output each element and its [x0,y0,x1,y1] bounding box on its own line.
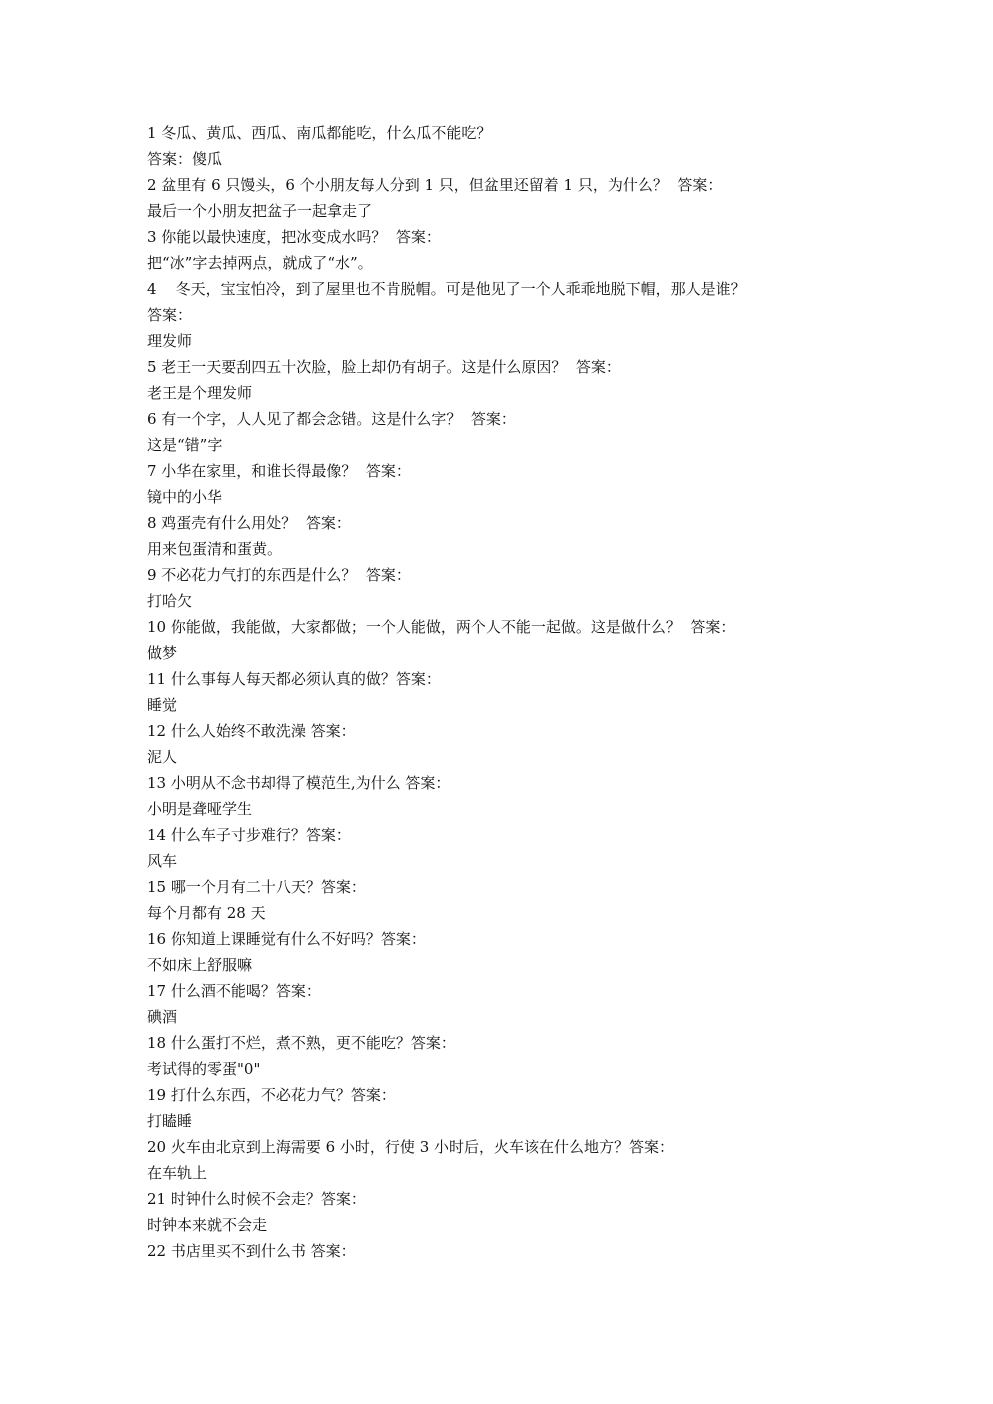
text-line: 15 哪一个月有二十八天？答案： [147,878,366,896]
text-line: 5 老王一天要刮四五十次脸，脸上却仍有胡子。这是什么原因？ 答案： [147,358,621,376]
text-line: 睡觉 [147,696,178,714]
text-line: 打瞌睡 [147,1112,193,1130]
text-line: 7 小华在家里，和谁长得最像？ 答案： [147,462,411,480]
text-line: 做梦 [147,644,178,662]
text-line: 6 有一个字，人人见了都会念错。这是什么字？ 答案： [147,410,516,428]
text-line: 10 你能做，我能做，大家都做；一个人能做，两个人不能一起做。这是做什么？ 答案： [147,618,736,636]
text-line: 4 冬天，宝宝怕冷，到了屋里也不肯脱帽。可是他见了一个人乖乖地脱下帽，那人是谁？ [147,280,746,298]
text-line: 老王是个理发师 [147,384,253,402]
text-line: 17 什么酒不能喝？答案： [147,982,321,1000]
text-line: 16 你知道上课睡觉有什么不好吗？答案： [147,930,426,948]
text-line: 12 什么人始终不敢洗澡 答案： [147,722,356,740]
text-line: 11 什么事每人每天都必须认真的做？答案： [147,670,441,688]
text-line: 20 火车由北京到上海需要 6 小时，行使 3 小时后，火车该在什么地方？答案： [147,1138,675,1156]
text-line: 2 盆里有 6 只馒头，6 个小朋友每人分到 1 只，但盆里还留着 1 只，为什么？ 答案： [147,176,723,194]
text-line: 22 书店里买不到什么书 答案： [147,1242,356,1260]
text-line: 小明是聋哑学生 [147,800,253,818]
text-line: 18 什么蛋打不烂，煮不熟，更不能吃？答案： [147,1034,456,1052]
text-line: 答案：傻瓜 [147,150,223,168]
text-line: 这是“错”字 [147,436,223,454]
text-line: 打哈欠 [147,592,193,610]
text-line: 用来包蛋清和蛋黄。 [147,540,283,558]
text-line: 14 什么车子寸步难行？答案： [147,826,351,844]
text-line: 把“冰”字去掉两点，就成了“水”。 [147,254,373,272]
text-line: 风车 [147,852,178,870]
text-line: 1 冬瓜、黄瓜、西瓜、南瓜都能吃，什么瓜不能吃？ [147,124,492,142]
text-line: 3 你能以最快速度，把冰变成水吗？ 答案： [147,228,441,246]
text-line: 时钟本来就不会走 [147,1216,268,1234]
text-line: 碘酒 [147,1008,178,1026]
text-line: 理发师 [147,332,193,350]
text-line: 8 鸡蛋壳有什么用处？ 答案： [147,514,351,532]
text-line: 泥人 [147,748,178,766]
text-line: 在车轨上 [147,1164,208,1182]
text-line: 13 小明从不念书却得了模范生,为什么 答案： [147,774,451,792]
text-line: 9 不必花力气打的东西是什么？ 答案： [147,566,411,584]
text-line: 不如床上舒服嘛 [147,956,253,974]
text-line: 每个月都有 28 天 [147,904,266,922]
text-line: 镜中的小华 [147,488,223,506]
text-line: 考试得的零蛋"0" [147,1060,261,1078]
text-line: 19 打什么东西，不必花力气？答案： [147,1086,396,1104]
riddle-list [147,120,847,1264]
text-line: 21 时钟什么时候不会走？答案： [147,1190,366,1208]
text-line: 答案： [147,306,193,324]
text-line: 最后一个小朋友把盆子一起拿走了 [147,202,373,220]
